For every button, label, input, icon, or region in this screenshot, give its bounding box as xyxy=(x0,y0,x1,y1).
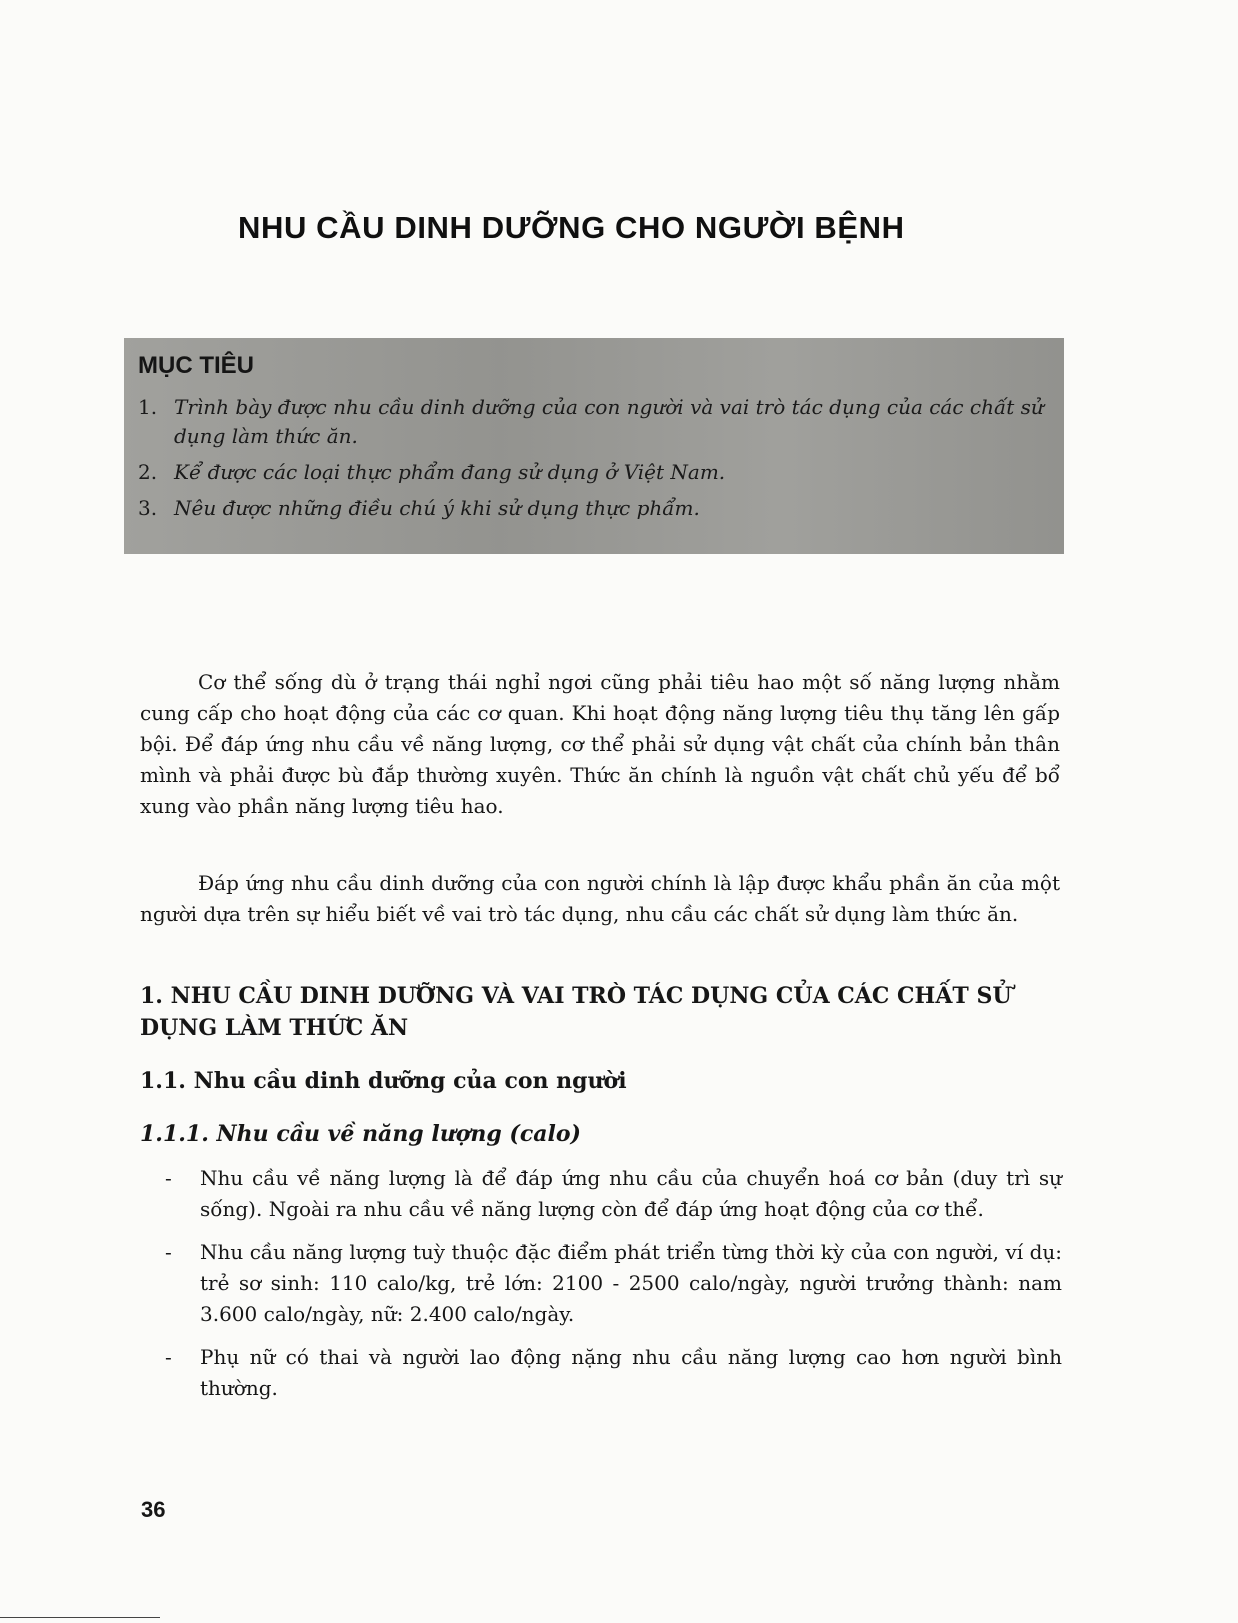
list-item-text: Phụ nữ có thai và người lao động nặng nhu cầu năng lượng cao hơn người bình thường. xyxy=(200,1345,1062,1400)
objective-item xyxy=(138,393,1050,451)
objective-item xyxy=(138,458,1050,487)
objective-text: Nêu được những điều chú ý khi sử dụng thực phẩm. xyxy=(174,496,700,520)
objective-number: 3. xyxy=(138,496,158,520)
objective-text: Trình bày được nhu cầu dinh dưỡng của con người và vai trò tác dụng của các chất sử dụng làm thức ăn. xyxy=(174,395,1044,448)
subsection-heading: 1.1. Nhu cầu dinh dưỡng của con người xyxy=(140,1068,627,1094)
objectives-list xyxy=(138,393,1050,523)
objectives-box xyxy=(124,338,1064,554)
objective-text: Kể được các loại thực phẩm đang sử dụng ở Việt Nam. xyxy=(174,460,726,484)
list-item-text: Nhu cầu năng lượng tuỳ thuộc đặc điểm phát triển từng thời kỳ của con người, ví dụ: trẻ sơ sinh: 110 calo/kg, trẻ lớn: 2100 - 2500 calo/ngày, người trưởng thành: nam 3.600 calo/ngày, nữ: 2.400 calo/ngày. xyxy=(200,1240,1062,1326)
objective-item xyxy=(138,494,1050,523)
bullet-dash: - xyxy=(165,1240,172,1264)
bullet-dash: - xyxy=(165,1166,172,1190)
list-item xyxy=(140,1163,1062,1225)
footer-rule xyxy=(0,1617,160,1618)
bullet-dash: - xyxy=(165,1345,172,1369)
objective-number: 1. xyxy=(138,395,158,419)
objective-number: 2. xyxy=(138,460,158,484)
page-number: 36 xyxy=(141,1497,166,1522)
energy-needs-list xyxy=(140,1163,1062,1416)
list-item xyxy=(140,1342,1062,1404)
section-heading: 1. NHU CẦU DINH DƯỠNG VÀ VAI TRÒ TÁC DỤNG CỦA CÁC CHẤT SỬ DỤNG LÀM THỨC ĂN xyxy=(140,983,1012,1041)
subsubsection-heading: 1.1.1. Nhu cầu về năng lượng (calo) xyxy=(140,1121,581,1147)
page-title: NHU CẦU DINH DƯỠNG CHO NGƯỜI BỆNH xyxy=(238,210,905,245)
list-item-text: Nhu cầu về năng lượng là để đáp ứng nhu cầu của chuyển hoá cơ bản (duy trì sự sống). Ngoài ra nhu cầu về năng lượng còn để đáp ứng hoạt động của cơ thể. xyxy=(200,1166,1062,1221)
intro-paragraph: Đáp ứng nhu cầu dinh dưỡng của con người chính là lập được khẩu phần ăn của một người dựa trên sự hiểu biết về vai trò tác dụng, nhu cầu các chất sử dụng làm thức ăn. xyxy=(140,871,1060,926)
list-item xyxy=(140,1237,1062,1330)
intro-paragraph: Cơ thể sống dù ở trạng thái nghỉ ngơi cũng phải tiêu hao một số năng lượng nhằm cung cấp cho hoạt động của các cơ quan. Khi hoạt động năng lượng tiêu thụ tăng lên gấp bội. Để đáp ứng nhu cầu về năng lượng, cơ thể phải sử dụng vật chất của chính bản thân mình và phải được bù đắp thường xuyên. Thức ăn chính là nguồn vật chất chủ yếu để bổ xung vào phần năng lượng tiêu hao. xyxy=(140,670,1060,818)
objectives-heading: MỤC TIÊU xyxy=(138,352,254,379)
